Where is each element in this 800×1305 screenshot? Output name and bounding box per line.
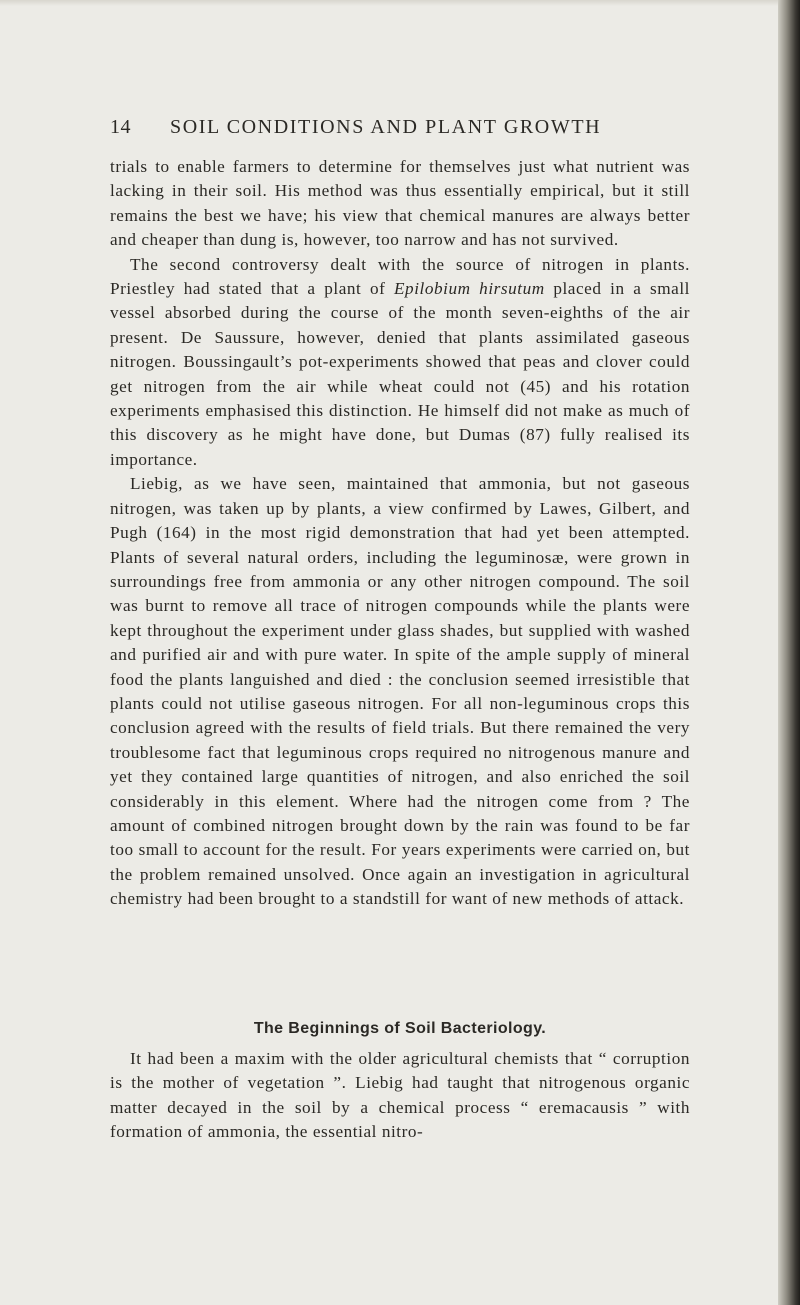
species-name: Epilobium hirsutum xyxy=(394,279,545,299)
paragraph-1: trials to enable farmers to determine for themselves just what nutrient was lacking in their soil. His method was thus essentially empirical, but it still remains the best we have; his view that chemical manures are always better and cheaper than dung is, however, too narrow and has not survived. xyxy=(110,157,690,250)
section-heading: The Beginnings of Soil Bacteriology. xyxy=(253,1020,547,1037)
paragraph-2-part-1: The second controversy dealt with the source of nitrogen in plants. Priestley had stated that a plant of xyxy=(110,254,690,299)
section-body-text xyxy=(110,1047,690,1145)
page-top-edge xyxy=(0,0,800,6)
section-paragraph: It had been a maxim with the older agricultural chemists that “ corruption is the mother of vegetation ”. Liebig had taught that nitrogenous organic matter decayed in the soil by a chemical process “ eremacausis ” with formation of ammonia, the essential nitro- xyxy=(110,1049,690,1142)
page-number: 14 xyxy=(110,116,131,138)
page-binding-edge xyxy=(778,0,800,1305)
paragraph-3: Liebig, as we have seen, maintained that ammonia, but not gaseous nitrogen, was taken up by plants, a view confirmed by Lawes, Gilbert, and Pugh (164) in the most rigid demonstration that had yet been attempted. Plants of several natural orders, including the leguminosæ, were grown in surroundings free from ammonia or any other nitrogen compound. The soil was burnt to remove all trace of nitrogen compounds while the plants were kept throughout the experiment under glass shades, but supplied with washed and purified air and with pure water. In spite of the ample supply of mineral food the plants languished and died : the conclusion seemed irresistible that plants could not utilise gaseous nitrogen. For all non-leguminous crops this conclusion agreed with the results of field trials. But there remained the very troublesome fact that leguminous crops required no nitrogenous manure and yet they contained large quantities of nitrogen, and also enriched the soil considerably in this element. Where had the nitrogen come from ? The amount of combined nitrogen brought down by the rain was found to be far too small to account for the result. For years experiments were carried on, but the problem remained unsolved. Once again an investigation in agricultural chemistry had been brought to a standstill for want of new methods of attack. xyxy=(110,474,690,909)
paragraph-2 xyxy=(110,253,690,473)
paragraph-2-part-2: placed in a small vessel absorbed during the course of the month seven-eighths of the air present. De Saussure, however, denied that plants assimilated gaseous nitrogen. Boussingault’s pot-experiments showed that peas and clover could get nitrogen from the air while wheat could not (45) and his rotation experiments emphasised this distinction. He himself did not make as much of this discovery as he might have done, but Dumas (87) fully realised its importance. xyxy=(110,279,690,469)
body-text xyxy=(110,155,690,912)
page-header xyxy=(110,116,710,146)
running-title: SOIL CONDITIONS AND PLANT GROWTH xyxy=(170,116,602,138)
